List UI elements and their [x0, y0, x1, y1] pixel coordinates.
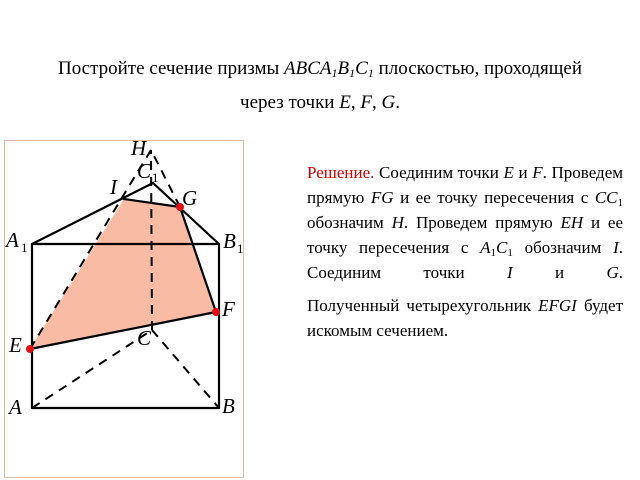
label-c1: C — [137, 159, 152, 183]
task-line-2: через точки E, F, G. — [240, 92, 400, 113]
label-f: F — [222, 297, 235, 321]
label-b1: B — [223, 229, 236, 253]
label-h: H — [131, 136, 147, 160]
point-f — [212, 308, 220, 316]
label-e: E — [9, 333, 22, 357]
point-name-f: F — [360, 92, 372, 113]
point-e — [26, 345, 34, 353]
label-c: C — [137, 326, 152, 350]
label-b: B — [222, 394, 235, 418]
solution-paragraph-2: Полученный четырехугольник EFGI будет искомым сечением. — [307, 296, 623, 340]
label-i: I — [110, 175, 117, 199]
label-a: A — [9, 395, 22, 419]
label-a1-sub: 1 — [21, 240, 28, 255]
label-c1-sub: 1 — [152, 170, 159, 185]
point-name-g: G — [381, 92, 396, 113]
task-text: Постройте сечение призмы — [57, 58, 285, 79]
label-b1-sub: 1 — [237, 241, 244, 256]
label-g: G — [182, 186, 198, 210]
solution-lead: Решение. — [307, 163, 375, 182]
solution-paragraph-1: Решение. Соединим точки E и F. Проведем прямую FG и ее точку пересечения с $CC_1$ обозначим H. Проведем прямую EH и ее точку пересечения с $A_1C_1$ обозначим I. Соединим точки I и G. — [307, 163, 624, 282]
solution-text — [307, 160, 623, 343]
prism-name: $ABCA_1B_1C_1$ — [284, 58, 374, 80]
edge-c-b-hidden — [152, 330, 219, 408]
label-a1: A — [6, 228, 19, 252]
task-text: плоскостью, проходящей — [373, 58, 583, 79]
point-name-e: E — [339, 92, 351, 113]
section-efgi — [30, 199, 216, 349]
